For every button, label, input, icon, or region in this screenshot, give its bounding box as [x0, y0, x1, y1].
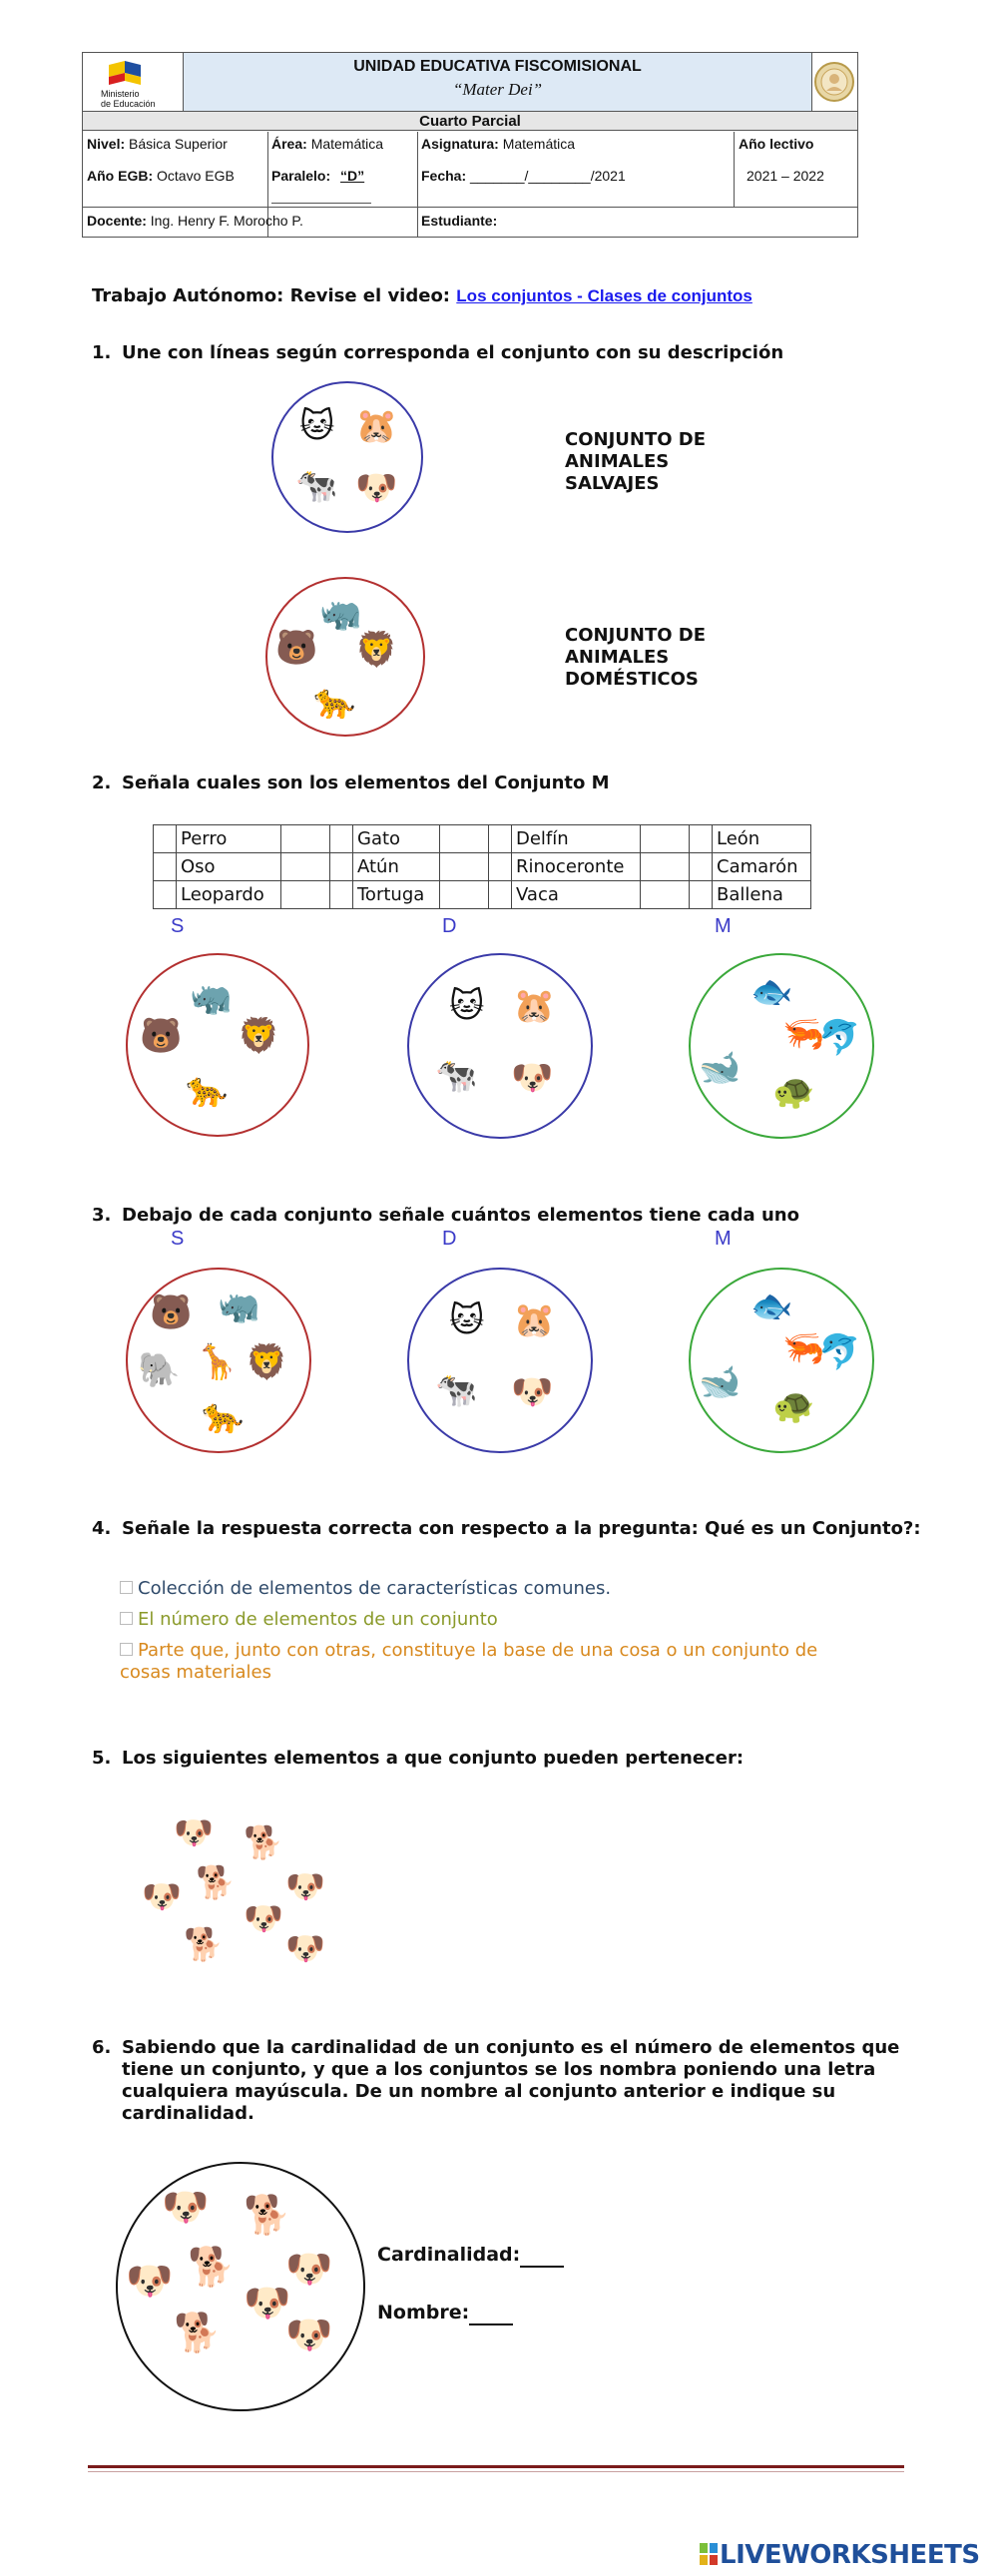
footer-rule-thin	[88, 2471, 904, 2472]
q6-number: 6.	[92, 2037, 112, 2058]
label-domesticos	[565, 625, 706, 691]
q4-option-3-text-cont: cosas materiales	[120, 1662, 271, 1683]
q2-number: 2.	[92, 773, 112, 793]
area-label: Área:	[271, 136, 307, 152]
whale-icon: 🐋	[699, 1048, 742, 1088]
area-field	[271, 136, 383, 152]
area-value: Matemática	[310, 136, 384, 152]
q6-dogs-set	[116, 2162, 365, 2411]
q2-set-d	[407, 953, 593, 1139]
cardinalidad-blank[interactable]	[520, 2244, 564, 2268]
label-salvajes-line3: SALVAJES	[565, 473, 660, 494]
dog-icon: 🐶	[126, 2259, 174, 2303]
cow-icon: 🐄	[435, 1056, 478, 1096]
checkbox-cell[interactable]	[154, 825, 177, 853]
liveworksheets-brand: LIVEWORKSHEETS	[720, 2540, 980, 2570]
dog-icon: 🐕	[196, 1863, 236, 1901]
cardinalidad-field[interactable]	[377, 2244, 564, 2268]
cow-icon: 🐄	[435, 1370, 478, 1410]
whale-icon: 🐋	[699, 1362, 742, 1402]
ano-egb-label: Año EGB:	[87, 168, 154, 184]
cat-icon: 🐱	[299, 406, 335, 446]
footer-rule	[88, 2465, 904, 2468]
dog-icon: 🐕	[184, 1925, 224, 1963]
q3-set-letter-s: S	[171, 1228, 185, 1250]
question-2	[92, 773, 610, 793]
dog-icon: 🐶	[285, 2247, 333, 2291]
fecha-label: Fecha:	[421, 168, 467, 184]
dog-icon: 🐶	[285, 1867, 325, 1905]
fish-icon: 🐟	[750, 972, 793, 1012]
nombre-label: Nombre:	[377, 2302, 470, 2323]
turtle-icon: 🐢	[772, 1386, 815, 1426]
dog-icon: 🐶	[174, 1813, 214, 1851]
table-row	[154, 853, 811, 881]
dog-icon: 🐕	[174, 2311, 222, 2354]
table-row	[154, 881, 811, 909]
q5-text: Los siguientes elementos a que conjunto pueden pertenecer:	[122, 1748, 745, 1769]
motto: “Mater Dei”	[452, 80, 543, 99]
table-cell: Leopardo	[177, 881, 281, 909]
question-1	[92, 342, 783, 363]
intro-line	[92, 285, 752, 306]
label-salvajes	[565, 429, 706, 495]
table-cell: Tortuga	[353, 881, 440, 909]
dog-icon: 🐕	[188, 2245, 236, 2289]
docente-value: Ing. Henry F. Morocho P.	[150, 213, 303, 229]
checkbox-cell[interactable]	[440, 881, 489, 909]
question-5	[92, 1748, 744, 1769]
q4-option-3-text: Parte que, junto con otras, constituye la base de una cosa o un conjunto de	[138, 1640, 818, 1661]
nivel-value: Básica Superior	[129, 136, 228, 152]
q6-line-3: cualquiera mayúscula. De un nombre al conjunto anterior e indique su	[122, 2081, 836, 2102]
checkbox-icon[interactable]	[120, 1581, 133, 1594]
q3-set-d	[407, 1268, 593, 1453]
seal-icon	[812, 53, 857, 111]
table-cell: Camarón	[713, 853, 811, 881]
q4-option-1-text: Colección de elementos de características comunes.	[138, 1578, 612, 1599]
q4-text: Señale la respuesta correcta con respecto a la pregunta: Qué es un Conjunto?:	[122, 1518, 921, 1539]
title-cell	[184, 53, 812, 111]
nombre-field[interactable]	[377, 2302, 513, 2325]
label-domesticos-line3: DOMÉSTICOS	[565, 669, 699, 690]
rhino-icon: 🦏	[319, 594, 362, 634]
q3-text: Debajo de cada conjunto señale cuántos elementos tiene cada uno	[122, 1205, 799, 1226]
asignatura-field	[421, 136, 575, 152]
leopard-icon: 🐆	[313, 682, 356, 722]
q1-text: Une con líneas según corresponda el conjunto con su descripción	[122, 342, 784, 363]
elephant-icon: 🐘	[138, 1350, 181, 1390]
parcial-row: Cuarto Parcial	[83, 111, 857, 131]
checkbox-cell[interactable]	[154, 853, 177, 881]
table-cell: Ballena	[713, 881, 811, 909]
table-cell: Rinoceronte	[512, 853, 641, 881]
header-table	[82, 52, 858, 238]
table-cell: Delfín	[512, 825, 641, 853]
intro-text: Trabajo Autónomo: Revise el video:	[92, 285, 451, 306]
q1-domestic-set	[271, 381, 423, 533]
q3-set-s	[126, 1268, 311, 1453]
elements-table	[153, 824, 811, 909]
checkbox-cell[interactable]	[641, 853, 690, 881]
q2-text: Señala cuales son los elementos del Conjunto M	[122, 773, 610, 793]
checkbox-cell[interactable]	[154, 881, 177, 909]
dog-icon: 🐶	[142, 1877, 182, 1915]
checkbox-cell[interactable]	[489, 825, 512, 853]
table-cell: Gato	[353, 825, 440, 853]
shrimp-icon: 🦐	[782, 1014, 825, 1054]
q2-set-letter-m: M	[715, 915, 732, 937]
checkbox-cell[interactable]	[440, 853, 489, 881]
q2-set-m	[689, 953, 874, 1139]
rhino-icon: 🦏	[190, 978, 233, 1018]
q4-option-2[interactable]	[120, 1609, 498, 1630]
checkbox-icon[interactable]	[120, 1612, 133, 1625]
checkbox-cell[interactable]	[281, 825, 330, 853]
q6-line-2: tiene un conjunto, y que a los conjuntos se los nombra poniendo una letra	[122, 2059, 876, 2080]
dog-icon: 🐶	[511, 1058, 554, 1098]
q5-number: 5.	[92, 1748, 112, 1769]
liveworksheets-icon	[700, 2543, 718, 2565]
checkbox-cell[interactable]	[489, 853, 512, 881]
q3-number: 3.	[92, 1205, 112, 1226]
nombre-blank[interactable]	[469, 2302, 513, 2325]
fecha-field[interactable]	[421, 168, 626, 184]
lion-icon: 🦁	[238, 1016, 280, 1056]
q3-set-m	[689, 1268, 874, 1453]
dog-icon: 🐶	[285, 1929, 325, 1967]
q3-set-letter-m: M	[715, 1228, 732, 1250]
nivel-label: Nivel:	[87, 136, 126, 152]
ministry-name	[101, 89, 156, 109]
school-seal	[812, 53, 857, 111]
turtle-icon: 🐢	[772, 1072, 815, 1112]
table-cell: Perro	[177, 825, 281, 853]
checkbox-cell[interactable]	[489, 881, 512, 909]
q6-line-1: Sabiendo que la cardinalidad de un conjunto es el número de elementos que	[122, 2037, 900, 2058]
docente-field	[87, 213, 303, 229]
label-salvajes-line1: CONJUNTO DE	[565, 429, 707, 450]
shrimp-icon: 🦐	[782, 1328, 825, 1368]
q4-option-2-text: El número de elementos de un conjunto	[138, 1609, 498, 1630]
checkbox-cell[interactable]	[281, 853, 330, 881]
paralelo-value: “D”	[340, 168, 365, 184]
checkbox-cell[interactable]	[690, 825, 713, 853]
ano-lectivo-label: Año lectivo	[739, 136, 814, 152]
dolphin-icon: 🐬	[818, 1018, 861, 1058]
label-domesticos-line2: ANIMALES	[565, 647, 670, 668]
cardinalidad-label: Cardinalidad:	[377, 2244, 521, 2266]
ministry-flag-icon	[105, 59, 145, 89]
paralelo-label: Paralelo:	[271, 168, 331, 184]
bear-icon: 🐻	[140, 1016, 183, 1056]
q1-wild-set	[265, 577, 425, 737]
q6-line-4: cardinalidad.	[122, 2103, 254, 2124]
dog-icon: 🐶	[285, 2313, 333, 2356]
fish-icon: 🐟	[750, 1287, 793, 1326]
ministry-line2: de Educación	[101, 99, 156, 109]
checkbox-cell[interactable]	[330, 853, 353, 881]
checkbox-cell[interactable]	[641, 881, 690, 909]
paralelo-field	[271, 168, 364, 184]
bear-icon: 🐻	[150, 1292, 193, 1332]
checkbox-cell[interactable]	[690, 853, 713, 881]
q3-set-letter-d: D	[442, 1228, 457, 1250]
table-cell: León	[713, 825, 811, 853]
bear-icon: 🐻	[275, 628, 318, 668]
table-cell: Atún	[353, 853, 440, 881]
checkbox-cell[interactable]	[690, 881, 713, 909]
ano-egb-value: Octavo EGB	[157, 168, 235, 184]
table-cell: Oso	[177, 853, 281, 881]
q2-set-letter-d: D	[442, 915, 457, 937]
docente-label: Docente:	[87, 213, 147, 229]
q4-option-1[interactable]	[120, 1578, 611, 1599]
q4-option-3[interactable]	[120, 1640, 817, 1661]
question-6	[92, 2037, 899, 2125]
checkbox-cell[interactable]	[281, 881, 330, 909]
video-link[interactable]: Los conjuntos - Clases de conjuntos	[456, 286, 752, 305]
dog-icon: 🐶	[511, 1372, 554, 1412]
question-4	[92, 1518, 921, 1539]
dog-icon: 🐶	[355, 468, 398, 508]
rhino-icon: 🦏	[218, 1287, 260, 1326]
checkbox-cell[interactable]	[330, 825, 353, 853]
ministry-line1: Ministerio	[101, 89, 140, 99]
q2-set-s	[126, 953, 309, 1137]
dog-icon: 🐶	[162, 2185, 210, 2229]
leopard-icon: 🐆	[186, 1070, 229, 1110]
q1-number: 1.	[92, 342, 112, 363]
asignatura-value: Matemática	[502, 136, 576, 152]
q2-set-letter-s: S	[171, 915, 185, 937]
question-3	[92, 1205, 799, 1226]
label-salvajes-line2: ANIMALES	[565, 451, 670, 472]
giraffe-icon: 🦒	[196, 1342, 239, 1382]
cow-icon: 🐄	[295, 466, 338, 506]
lion-icon: 🦁	[355, 630, 398, 670]
dog-icon: 🐕	[244, 1823, 283, 1861]
table-cell: Vaca	[512, 881, 641, 909]
dog-icon: 🐕	[244, 2193, 291, 2237]
dog-icon: 🐶	[244, 2281, 291, 2324]
leopard-icon: 🐆	[202, 1396, 245, 1436]
q4-number: 4.	[92, 1518, 112, 1539]
institution-name: UNIDAD EDUCATIVA FISCOMISIONAL	[353, 58, 642, 75]
cat-icon: 🐱	[449, 986, 485, 1026]
hamster-icon: 🐹	[513, 986, 556, 1026]
ano-egb-field	[87, 168, 235, 184]
hamster-icon: 🐹	[513, 1300, 556, 1340]
checkbox-cell[interactable]	[440, 825, 489, 853]
cat-icon: 🐱	[449, 1300, 485, 1340]
hamster-icon: 🐹	[355, 406, 398, 446]
fecha-value[interactable]: _______/________/2021	[470, 168, 626, 184]
dog-icon: 🐶	[244, 1899, 283, 1937]
asignatura-label: Asignatura:	[421, 136, 499, 152]
ano-lectivo-value: 2021 – 2022	[747, 168, 824, 184]
label-domesticos-line1: CONJUNTO DE	[565, 625, 707, 646]
checkbox-cell[interactable]	[641, 825, 690, 853]
dolphin-icon: 🐬	[818, 1332, 861, 1372]
ministry-logo	[83, 53, 184, 111]
checkbox-icon[interactable]	[120, 1643, 133, 1656]
table-row	[154, 825, 811, 853]
checkbox-cell[interactable]	[330, 881, 353, 909]
lion-icon: 🦁	[246, 1342, 288, 1382]
q5-dogs-group	[140, 1813, 339, 1986]
estudiante-label[interactable]: Estudiante:	[421, 213, 498, 229]
nivel-field	[87, 136, 228, 152]
